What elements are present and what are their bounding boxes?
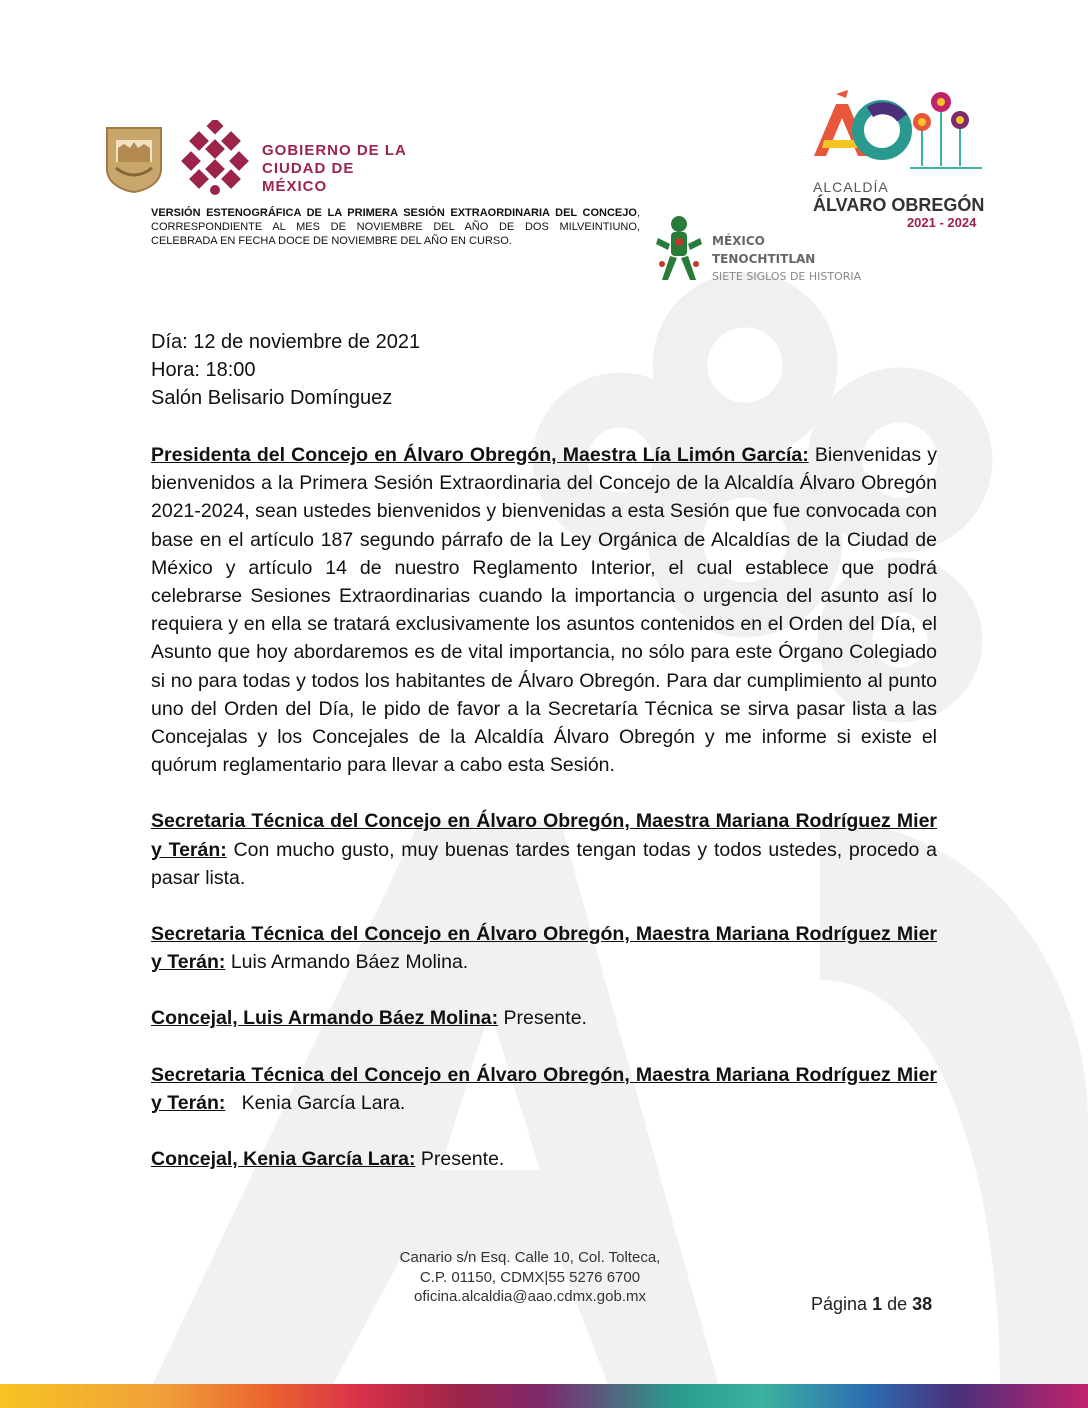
transcript-body [151, 441, 937, 1201]
page-word: Página [811, 1294, 868, 1314]
tenochtitlan-line1: MÉXICO TENOCHTITLAN [712, 234, 816, 266]
mexico-tenochtitlan-logo [652, 214, 872, 284]
footer-address [360, 1248, 700, 1307]
page-number [811, 1294, 932, 1315]
ao-flowers-icon [810, 90, 990, 175]
speech-text: Presente. [415, 1148, 505, 1171]
session-time: Hora: 18:00 [151, 359, 256, 381]
speech-text: Luis Armando Báez Molina. [225, 951, 469, 974]
alcaldia-alvaro-obregon-logo [810, 90, 990, 230]
cdmx-government-logo [104, 120, 424, 200]
tenochtitlan-wordmark [712, 232, 872, 286]
alcaldia-years: 2021 - 2024 [906, 215, 977, 230]
transcript-paragraph [151, 1061, 937, 1117]
speaker-name: Concejal, Luis Armando Báez Molina: [151, 1007, 499, 1030]
transcript-paragraph [151, 1145, 937, 1173]
speech-text: Bienvenidas y bienvenidos a la Primera Sesión Extraordinaria del Concejo de la Alcaldía Álvaro Obregón 2021-2024, sean ustedes bienvenidos y bienvenidas a esta Sesión que fue convocada con base en el artículo 187 segundo párrafo de la Ley Orgánica de Alcaldías de la Ciudad de México y artículo 14 de nuestro Reglamento Interior, el cual establece que podrá celebrarse Sesiones Extraordinarias cuando la importancia o urgencia del asunto así lo requiera y en ella se tratará exclusivamente los asuntos contenidos en el Orden del Día, el Asunto que hoy abordaremos es de vital importancia, no sólo para este Órgano Colegiado si no para todas y todos los habitantes de Álvaro Obregón. Para dar cumplimiento al punto uno del Orden del Día, le pido de favor a la Secretaría Técnica se sirva pasar lista a las Concejalas y los Concejales de la Alcaldía Álvaro Obregón y me informe si existe el quórum reglamentario para llevar a cabo esta Sesión. [151, 444, 937, 777]
version-title-rest: , CORRESPONDIENTE AL MES DE NOVIEMBRE DEL AÑO DE DOS MILVEINTIUNO, CELEBRADA EN FECHA DOCE DE NOVIEMBRE DEL AÑO EN CURSO. [151, 207, 640, 247]
cdmx-wordmark [262, 142, 424, 196]
transcript-paragraph [151, 807, 937, 892]
page-current: 1 [872, 1294, 883, 1314]
speaker-name: Secretaria Técnica del Concejo en Álvaro Obregón, Maestra Mariana Rodríguez Mier y Terán: [151, 1063, 937, 1114]
tenochtitlan-line2: SIETE SIGLOS DE HISTORIA [712, 270, 862, 283]
alcaldia-line2: ÁLVARO OBREGÓN [813, 195, 985, 215]
speaker-name: Secretaria Técnica del Concejo en Álvaro Obregón, Maestra Mariana Rodríguez Mier y Terán: [151, 923, 937, 974]
speaker-name: Secretaria Técnica del Concejo en Álvaro Obregón, Maestra Mariana Rodríguez Mier y Terán: [151, 810, 937, 861]
transcript-paragraph [151, 1004, 937, 1032]
session-info [151, 328, 420, 412]
transcript-paragraph [151, 920, 937, 976]
page-total: 38 [912, 1294, 933, 1314]
address-line1: Canario s/n Esq. Calle 10, Col. Tolteca, [399, 1249, 661, 1266]
contact-email: oficina.alcaldia@aao.cdmx.gob.mx [413, 1288, 646, 1305]
page-of: de [887, 1294, 908, 1314]
session-venue: Salón Belisario Domínguez [151, 387, 393, 409]
session-date: Día: 12 de noviembre de 2021 [151, 331, 421, 353]
speech-text: Kenia García Lara. [225, 1091, 406, 1114]
transcript-paragraph [151, 441, 937, 779]
cdmx-emblem-icon [180, 120, 250, 196]
tenochtitlan-figure-icon [652, 214, 706, 284]
footer-color-bar [0, 1384, 1088, 1408]
speaker-name: Concejal, Kenia García Lara: [151, 1148, 416, 1171]
version-title-bold: VERSIÓN ESTENOGRÁFICA DE LA PRIMERA SESIÓN EXTRAORDINARIA DEL CONCEJO [151, 207, 637, 219]
speech-text: Con mucho gusto, muy buenas tardes tengan todas y todos ustedes, procedo a pasar lista. [151, 838, 937, 889]
speech-text: Presente. [498, 1007, 587, 1030]
coat-of-arms-icon [104, 124, 164, 194]
cdmx-line2: CIUDAD DE MÉXICO [262, 160, 355, 195]
speaker-name: Presidenta del Concejo en Álvaro Obregón, Maestra Lía Limón García: [151, 444, 809, 466]
address-line2: C.P. 01150, CDMX|55 5276 6700 [419, 1268, 641, 1286]
alcaldia-line1: ALCALDÍA [813, 179, 889, 195]
cdmx-line1: GOBIERNO DE LA [262, 142, 407, 159]
document-header-title [151, 206, 640, 248]
